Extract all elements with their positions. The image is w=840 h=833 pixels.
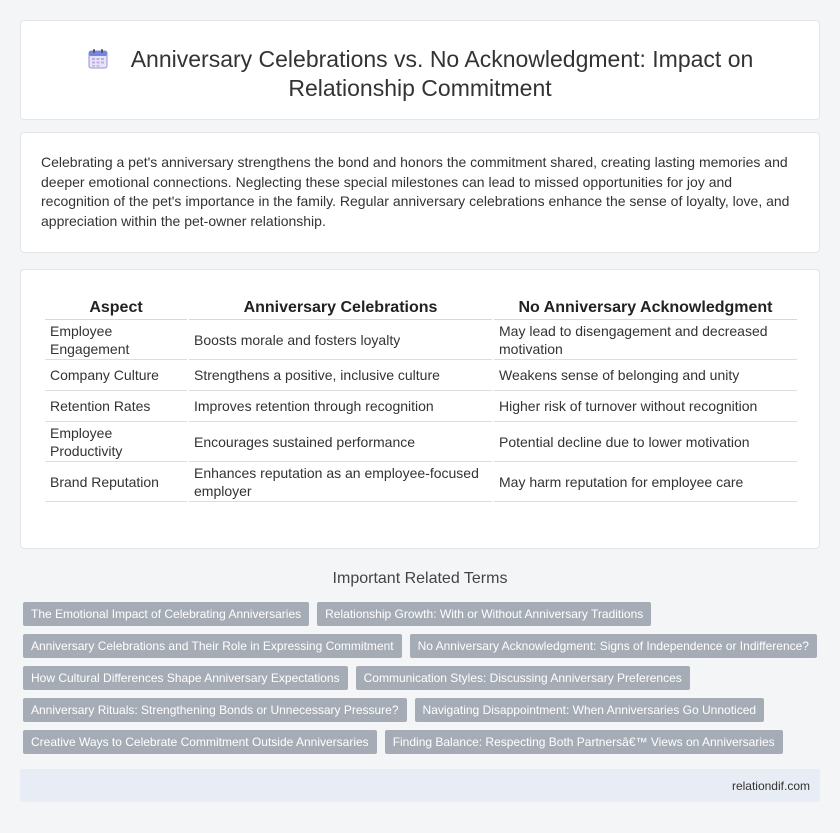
- related-term-link[interactable]: No Anniversary Acknowledgment: Signs of Independence or Indifference?: [410, 634, 817, 658]
- related-term-link[interactable]: Finding Balance: Respecting Both Partnersâ€™ Views on Anniversaries: [385, 730, 783, 754]
- tag-row: [23, 634, 823, 658]
- related-term-link[interactable]: Anniversary Rituals: Strengthening Bonds or Unnecessary Pressure?: [23, 698, 407, 722]
- table-cell: May lead to disengagement and decreased motivation: [494, 320, 797, 360]
- comparison-table: [43, 296, 799, 502]
- page-title: Anniversary Celebrations vs. No Acknowledgment: Impact on Relationship Commitment: [130, 46, 754, 101]
- related-term-link[interactable]: Creative Ways to Celebrate Commitment Outside Anniversaries: [23, 730, 377, 754]
- related-term-link[interactable]: Navigating Disappointment: When Anniversaries Go Unnoticed: [415, 698, 765, 722]
- column-header-no-acknowledgment: No Anniversary Acknowledgment: [494, 296, 797, 320]
- table-cell: Employee Productivity: [45, 422, 187, 462]
- table-cell: Weakens sense of belonging and unity: [494, 360, 797, 391]
- related-term-link[interactable]: Anniversary Celebrations and Their Role in Expressing Commitment: [23, 634, 402, 658]
- related-term-link[interactable]: Relationship Growth: With or Without Anniversary Traditions: [317, 602, 651, 626]
- table-header-row: [45, 296, 797, 320]
- footer: [20, 769, 820, 802]
- column-header-celebrations: Anniversary Celebrations: [189, 296, 492, 320]
- related-terms-list: [23, 602, 823, 762]
- related-term-link[interactable]: The Emotional Impact of Celebrating Anniversaries: [23, 602, 309, 626]
- page-title-wrap: [61, 45, 779, 103]
- footer-site-link[interactable]: relationdif.com: [731, 779, 810, 793]
- column-header-aspect: Aspect: [45, 296, 187, 320]
- table-cell: Brand Reputation: [45, 462, 187, 502]
- table-row: [45, 391, 797, 422]
- table-cell: Retention Rates: [45, 391, 187, 422]
- table-row: [45, 422, 797, 462]
- table-row: [45, 360, 797, 391]
- intro-card: [20, 132, 820, 253]
- table-cell: Strengthens a positive, inclusive culture: [189, 360, 492, 391]
- table-cell: Boosts morale and fosters loyalty: [189, 320, 492, 360]
- tag-row: [23, 666, 823, 690]
- table-cell: May harm reputation for employee care: [494, 462, 797, 502]
- table-cell: Employee Engagement: [45, 320, 187, 360]
- title-card: [20, 20, 820, 120]
- table-cell: Higher risk of turnover without recognition: [494, 391, 797, 422]
- table-cell: Encourages sustained performance: [189, 422, 492, 462]
- table-cell: Company Culture: [45, 360, 187, 391]
- related-terms-title: Important Related Terms: [332, 570, 508, 587]
- related-term-link[interactable]: How Cultural Differences Shape Anniversary Expectations: [23, 666, 348, 690]
- calendar-icon: [87, 48, 109, 70]
- table-row: [45, 462, 797, 502]
- related-term-link[interactable]: Communication Styles: Discussing Anniversary Preferences: [356, 666, 690, 690]
- table-cell: Improves retention through recognition: [189, 391, 492, 422]
- tag-row: [23, 602, 823, 626]
- table-cell: Enhances reputation as an employee-focused employer: [189, 462, 492, 502]
- table-row: [45, 320, 797, 360]
- table-cell: Potential decline due to lower motivation: [494, 422, 797, 462]
- comparison-card: [20, 269, 820, 549]
- intro-text: Celebrating a pet's anniversary strengthens the bond and honors the commitment shared, creating lasting memories and deeper emotional connections. Neglecting these special milestones can lead to missed opportunities for joy and recognition of the pet's importance in the family. Regular anniversary celebrations enhance the sense of loyalty, love, and appreciation within the pet-owner relationship.: [41, 154, 790, 229]
- tag-row: [23, 698, 823, 722]
- tag-row: [23, 730, 823, 754]
